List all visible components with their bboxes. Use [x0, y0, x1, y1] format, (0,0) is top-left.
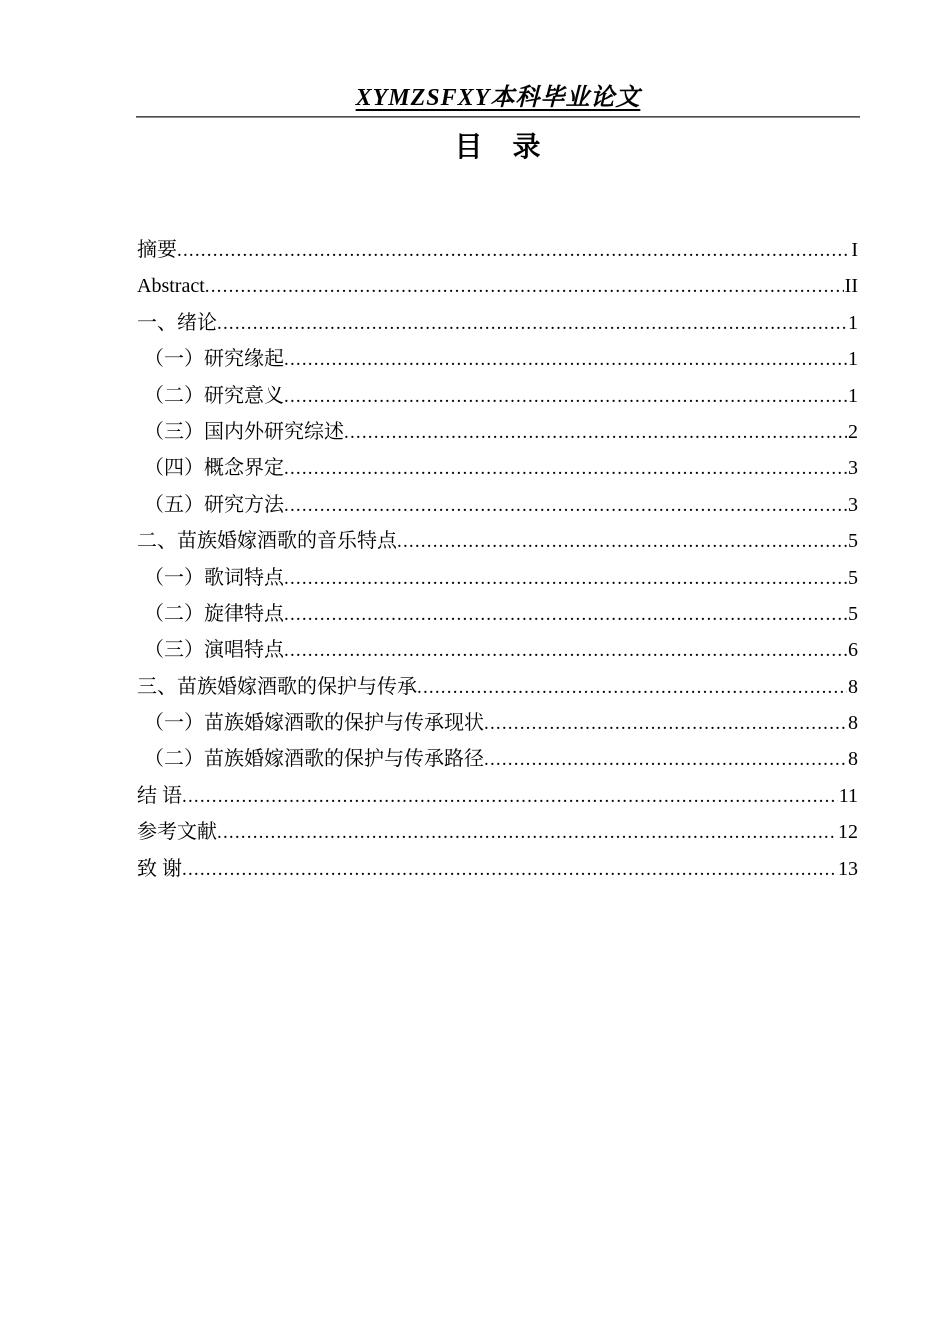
- toc-dot-leader: [177, 232, 850, 269]
- toc-entry[interactable]: [137, 705, 858, 741]
- toc-entry-label: 结 语: [137, 784, 182, 807]
- toc-entry[interactable]: [137, 487, 858, 523]
- toc-entry[interactable]: [137, 305, 858, 341]
- toc-page-number: 3: [848, 457, 858, 480]
- toc-page-number: 1: [848, 384, 858, 407]
- toc-entry[interactable]: [137, 741, 858, 777]
- toc-entry[interactable]: [137, 778, 858, 814]
- toc-page-number: 8: [848, 675, 858, 698]
- toc-entry[interactable]: [137, 851, 858, 887]
- toc-entry-label: （二）苗族婚嫁酒歌的保护与传承路径: [144, 748, 484, 771]
- toc-entry[interactable]: [137, 632, 858, 668]
- header-divider: [136, 116, 860, 118]
- toc-dot-leader: [205, 268, 844, 305]
- toc-dot-leader: [484, 741, 847, 778]
- toc-dot-leader: [284, 596, 847, 633]
- toc-entry[interactable]: [137, 232, 858, 268]
- toc-list: [137, 232, 858, 887]
- toc-entry[interactable]: [137, 596, 858, 632]
- toc-entry-label: （五）研究方法: [144, 493, 284, 516]
- toc-entry[interactable]: [137, 378, 858, 414]
- toc-entry-label: 致 谢: [137, 857, 182, 880]
- toc-dot-leader: [397, 523, 847, 560]
- toc-page-number: II: [844, 275, 858, 298]
- toc-dot-leader: [217, 305, 847, 342]
- toc-entry[interactable]: [137, 560, 858, 596]
- toc-page-number: 11: [838, 784, 858, 807]
- toc-entry-label: （二）旋律特点: [144, 602, 284, 625]
- toc-entry-label: 三、苗族婚嫁酒歌的保护与传承: [137, 675, 417, 698]
- toc-entry-label: （三）国内外研究综述: [144, 420, 344, 443]
- toc-entry-label: 一、绪论: [137, 311, 217, 334]
- toc-entry-label: （四）概念界定: [144, 457, 284, 480]
- toc-entry-label: （一）苗族婚嫁酒歌的保护与传承现状: [144, 712, 484, 735]
- toc-page-number: 5: [848, 566, 858, 589]
- toc-dot-leader: [417, 669, 847, 706]
- toc-dot-leader: [284, 378, 847, 415]
- toc-page-number: 6: [848, 639, 858, 662]
- toc-dot-leader: [484, 705, 847, 742]
- toc-entry[interactable]: [137, 814, 858, 850]
- toc-entry[interactable]: [137, 523, 858, 559]
- toc-entry-label: （一）研究缘起: [144, 348, 284, 371]
- toc-dot-leader: [344, 414, 847, 451]
- toc-dot-leader: [182, 778, 838, 815]
- page-header: [136, 83, 860, 116]
- toc-page-number: 13: [838, 857, 858, 880]
- toc-dot-leader: [284, 450, 847, 487]
- toc-dot-leader: [284, 341, 847, 378]
- toc-title: 目 录: [454, 132, 542, 163]
- thesis-header-text: XYMZSFXY本科毕业论文: [355, 85, 641, 111]
- toc-entry-label: Abstract: [137, 275, 205, 298]
- toc-entry[interactable]: [137, 450, 858, 486]
- toc-page-number: 5: [848, 530, 858, 553]
- toc-page-number: 2: [848, 420, 858, 443]
- toc-dot-leader: [284, 487, 847, 524]
- toc-entry[interactable]: [137, 268, 858, 304]
- toc-entry[interactable]: [137, 414, 858, 450]
- toc-dot-leader: [284, 560, 847, 597]
- toc-entry-label: （三）演唱特点: [144, 639, 284, 662]
- toc-page-number: 1: [848, 311, 858, 334]
- toc-page-number: 12: [838, 821, 858, 844]
- toc-entry[interactable]: [137, 669, 858, 705]
- toc-entry-label: （一）歌词特点: [144, 566, 284, 589]
- toc-page-number: 8: [848, 748, 858, 771]
- toc-entry-label: 二、苗族婚嫁酒歌的音乐特点: [137, 530, 397, 553]
- toc-entry[interactable]: [137, 341, 858, 377]
- toc-dot-leader: [217, 814, 837, 851]
- toc-page-number: 1: [848, 348, 858, 371]
- toc-entry-label: （二）研究意义: [144, 384, 284, 407]
- toc-entry-label: 参考文献: [137, 821, 217, 844]
- toc-dot-leader: [182, 851, 837, 888]
- toc-page-number: 5: [848, 602, 858, 625]
- toc-page-number: 8: [848, 712, 858, 735]
- toc-entry-label: 摘要: [137, 239, 177, 261]
- toc-page-number: I: [851, 239, 858, 261]
- toc-dot-leader: [284, 632, 847, 669]
- toc-page-number: 3: [848, 493, 858, 516]
